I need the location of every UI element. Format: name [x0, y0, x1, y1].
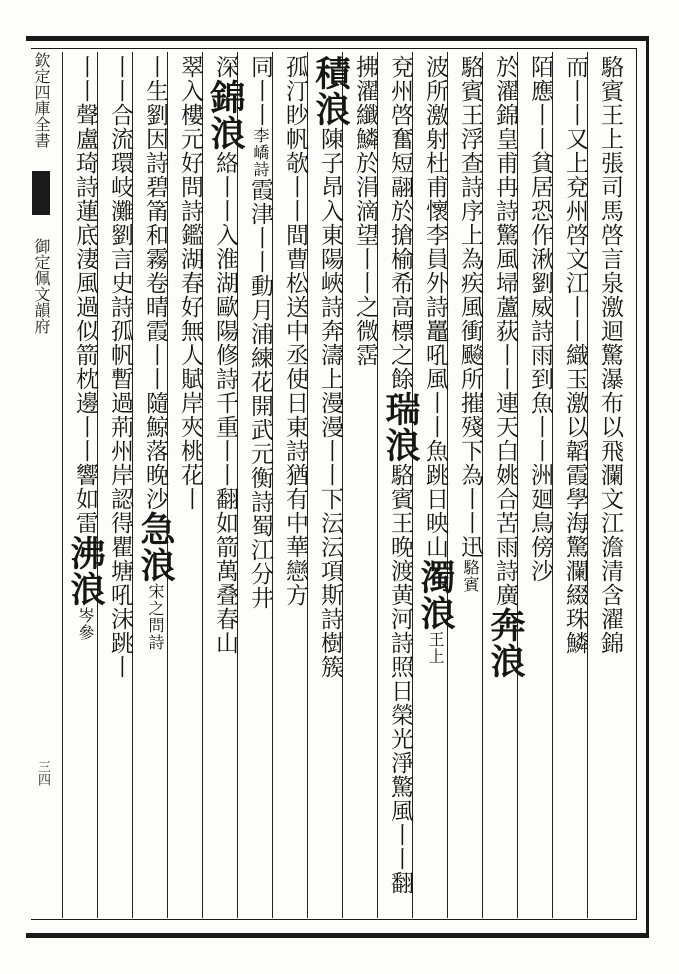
column-text: 於濯錦皇甫冉詩驚風埽蘆荻丨丨連天白姚合苦雨詩廣	[492, 55, 518, 607]
margin-top-text: 欽定四庫全書	[32, 52, 51, 148]
entry-headword: 沸浪	[65, 535, 106, 607]
text-column	[452, 55, 488, 915]
column-rule	[62, 52, 63, 918]
text-column	[347, 55, 383, 915]
text-column	[102, 55, 138, 915]
column-text: 丨生劉因詩碧筩和霧卷晴霞丨丨隨鯨落晚沙	[142, 55, 168, 511]
column-text: 丨丨聲盧琦詩蓮底淒風過似箭枕邊丨丨響如雷	[72, 55, 98, 535]
column-text: 駱賓王浮查詩序上為疾風衝飈所摧殘下為丨丨迅	[457, 55, 483, 559]
page-number: 三四	[35, 760, 50, 786]
entry-headword: 濁浪	[415, 559, 456, 631]
column-pre: 深	[212, 55, 238, 79]
text-column	[135, 55, 176, 915]
column-text: 兗州啓奮短翮於搶榆希高標之餘	[387, 55, 413, 391]
text-column	[557, 55, 593, 915]
entry-source: 宋之問詩	[146, 583, 165, 651]
entry-source: 駱賓	[461, 559, 480, 593]
column-text: 駱賓王晚渡黄河詩照日榮光淨驚風丨丨翻	[387, 463, 413, 895]
entry-headword: 積浪	[310, 55, 351, 127]
text-column	[415, 55, 456, 915]
text-column	[277, 55, 313, 915]
column-text: 丨丨合流環岐灘劉言史詩孤帆暫過荊州岸認得瞿塘吼沫跳丨	[107, 55, 133, 679]
column-text: 陳子昂入東陽峽詩奔濤上漫漫丨丨下沄沄項斯詩樹簇	[317, 127, 343, 679]
text-column	[592, 55, 628, 915]
margin-strip	[30, 52, 52, 918]
text-column	[242, 55, 278, 915]
column-text: 波所激射杜甫懷李員外詩鼉吼風丨丨魚跳日映山	[422, 55, 448, 559]
text-column	[65, 55, 106, 915]
column-text: 拂濯纖鱗於涓滴望丨丨之微霑	[352, 55, 378, 367]
entry-headword: 急浪	[135, 511, 176, 583]
text-column	[310, 55, 351, 915]
text-column	[522, 55, 558, 915]
text-column	[380, 55, 421, 915]
entry-headword: 錦浪	[205, 79, 246, 151]
entry-headword: 奔浪	[485, 607, 526, 679]
text-column	[485, 55, 526, 915]
column-text: 翠入樓元好問詩鑑湖春好無人賦岸夾桃花丨	[177, 55, 203, 511]
column-text: 絡丨丨入淮湖歐陽修詩千重丨丨翻如箭萬叠春山	[212, 151, 238, 655]
entry-source: 王上	[426, 631, 445, 665]
entry-headword: 瑞浪	[380, 391, 421, 463]
column-text: 駱賓王上張司馬啓言泉激迴驚瀑布以飛瀾文江澹清含濯錦	[597, 55, 623, 655]
column-text: 陌應丨丨貧居恐作湫劉威詩雨到魚丨丨洲廻鳥傍沙	[527, 55, 553, 583]
margin-book-title: 御定佩文韻府	[32, 238, 51, 334]
column-text: 孤汀眇帆欹丨丨間曹松送中丞使日東詩猶有中華戀方	[282, 55, 308, 607]
text-column	[205, 55, 246, 915]
text-column	[172, 55, 208, 915]
entry-source: 李嶠詩	[251, 127, 270, 178]
column-pre: 同丨丨	[247, 55, 273, 127]
margin-black-block	[32, 171, 50, 215]
column-text: 霞津丨丨動月浦練花開武元衡詩蜀江分井	[247, 178, 273, 610]
column-text: 而丨丨又上兗州啓文江丨丨織玉激以韜霞學海驚瀾綴珠鱗	[562, 55, 588, 655]
entry-source: 岑參	[76, 607, 95, 641]
